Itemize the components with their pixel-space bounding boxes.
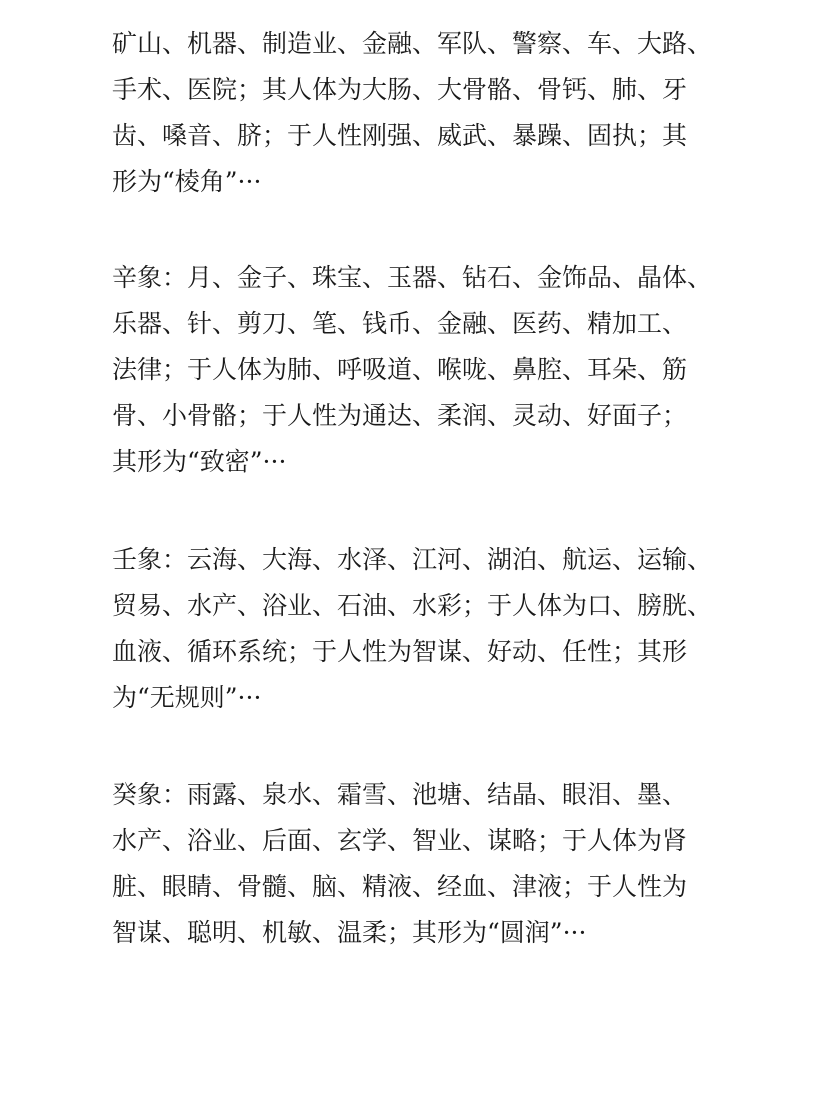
text-line: 脏、眼睛、骨髓、脑、精液、经血、津液；于人性为	[112, 872, 688, 901]
text-line: 形为“棱角”···	[112, 167, 262, 196]
text-line: 为“无规则”···	[112, 683, 262, 712]
text-line: 齿、嗓音、脐；于人性刚强、威武、暴躁、固执；其	[112, 121, 688, 150]
text-line: 智谋、聪明、机敏、温柔；其形为“圆润”···	[112, 918, 587, 947]
paragraph-xin	[112, 255, 752, 485]
text-line: 骨、小骨骼；于人性为通达、柔润、灵动、好面子；	[112, 401, 688, 430]
text-line: 水产、浴业、后面、玄学、智业、谋略；于人体为肾	[112, 826, 688, 855]
text-line: 血液、循环系统；于人性为智谋、好动、任性；其形	[112, 637, 688, 666]
text-line: 法律；于人体为肺、呼吸道、喉咙、鼻腔、耳朵、筋	[112, 355, 688, 384]
paragraph-ren	[112, 537, 752, 721]
paragraph-metal-geng-continued	[112, 21, 752, 205]
text-line: 矿山、机器、制造业、金融、军队、警察、车、大路、	[112, 29, 713, 58]
text-line: 其形为“致密”···	[112, 447, 287, 476]
text-line: 乐器、针、剪刀、笔、钱币、金融、医药、精加工、	[112, 309, 688, 338]
text-line: 壬象：云海、大海、水泽、江河、湖泊、航运、运输、	[112, 545, 713, 574]
text-line: 辛象：月、金子、珠宝、玉器、钻石、金饰品、晶体、	[112, 263, 713, 292]
paragraph-gui	[112, 772, 752, 956]
text-line: 贸易、水产、浴业、石油、水彩；于人体为口、膀胱、	[112, 591, 713, 620]
text-line: 手术、医院；其人体为大肠、大骨骼、骨钙、肺、牙	[112, 75, 688, 104]
text-line: 癸象：雨露、泉水、霜雪、池塘、结晶、眼泪、墨、	[112, 780, 688, 809]
